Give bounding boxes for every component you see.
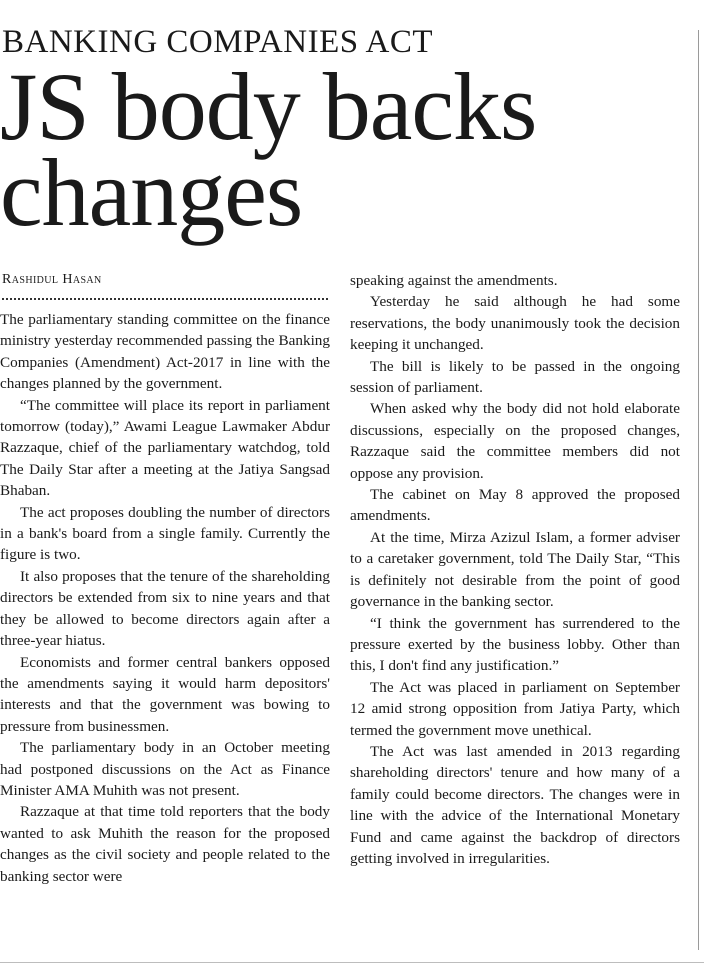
paragraph: At the time, Mirza Azizul Islam, a former adviser to a caretaker government, told The Daily Star, “This is definitely not desirable from the point of good governance in the banking sector. bbox=[350, 528, 680, 611]
paragraph: The cabinet on May 8 approved the proposed amendments. bbox=[350, 486, 680, 525]
article-column-1 bbox=[0, 309, 330, 887]
paragraph: The Act was placed in parliament on September 12 amid strong opposition from Jatiya Party, which termed the government move unethical. bbox=[350, 678, 680, 739]
paragraph: The bill is likely to be passed in the ongoing session of parliament. bbox=[350, 357, 680, 397]
paragraph: The act proposes doubling the number of directors in a bank's board from a single family. Currently the figure is two. bbox=[0, 503, 330, 564]
paragraph: It also proposes that the tenure of the shareholding directors be extended from six to nine years and that they be allowed to become directors again after a three-year hiatus. bbox=[0, 567, 330, 650]
paragraph: speaking against the amendments. bbox=[350, 272, 558, 289]
paragraph: The parliamentary standing committee on the finance ministry yesterday recommended passing the Banking Companies (Amendment) Act-2017 in line with the changes planned by the government. bbox=[0, 311, 330, 393]
headline: JS body backs changes bbox=[0, 53, 537, 246]
paragraph: The Act was last amended in 2013 regarding shareholding directors' tenure and how many of a family could become directors. The changes were in line with the advice of the International Monetary Fund and came against the backdrop of directors getting involved in irregularities. bbox=[350, 742, 680, 867]
paragraph: Razzaque at that time told reporters that the body wanted to ask Muhith the reason for the proposed changes as the civil society and people related to the banking sector were bbox=[0, 803, 330, 885]
page-edge-rule bbox=[0, 962, 704, 963]
column-rule bbox=[698, 30, 699, 950]
paragraph: Economists and former central bankers opposed the amendments saying it would harm depositors' interests and that the government was bowing to pressure from businessmen. bbox=[0, 653, 330, 735]
byline-divider bbox=[2, 298, 328, 300]
article-column-2 bbox=[350, 270, 680, 869]
paragraph: Yesterday he said although he had some reservations, the body unanimously took the decision keeping it unchanged. bbox=[350, 293, 680, 354]
paragraph: “I think the government has surrendered to the pressure exerted by the business lobby. Other than this, I don't find any justification.” bbox=[350, 614, 680, 675]
paragraph: The parliamentary body in an October meeting had postponed discussions on the Act as Finance Minister AMA Muhith was not present. bbox=[0, 739, 330, 799]
paragraph: “The committee will place its report in parliament tomorrow (today),” Awami League Lawmaker Abdur Razzaque, chief of the parliamentary watchdog, told The Daily Star after a meeting at the Jatiya Sangsad Bhaban. bbox=[0, 396, 330, 500]
paragraph: When asked why the body did not hold elaborate discussions, especially on the proposed changes, Razzaque said the committee members did not oppose any provision. bbox=[350, 400, 680, 482]
byline: Rashidul Hasan bbox=[2, 272, 102, 287]
section-kicker: BANKING COMPANIES ACT bbox=[2, 24, 434, 60]
